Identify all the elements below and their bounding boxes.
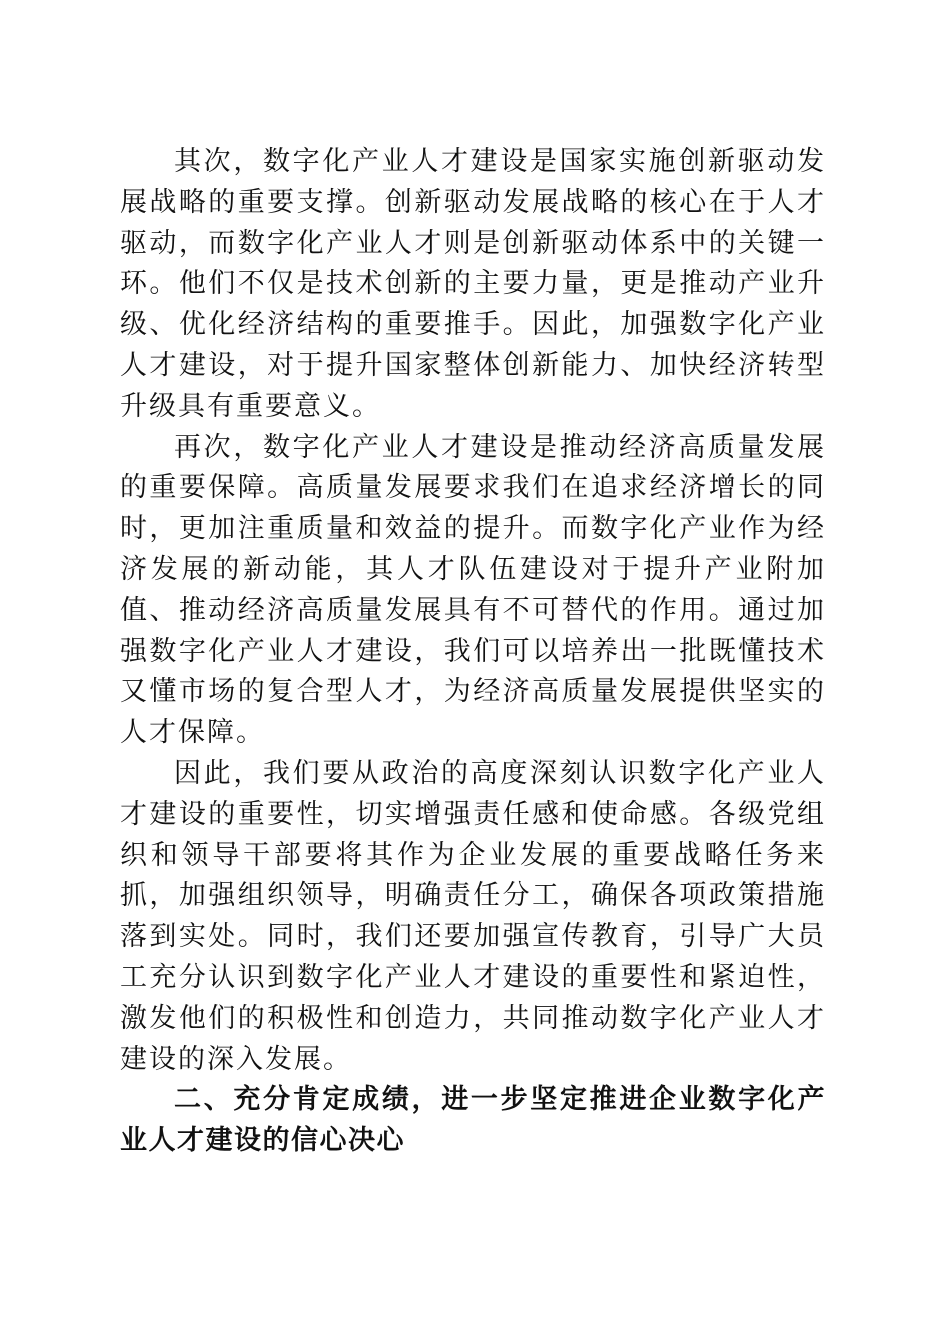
document-page — [120, 142, 826, 1162]
paragraph-innovation-support: 其次，数字化产业人才建设是国家实施创新驱动发展战略的重要支撑。创新驱动发展战略的核心在于人才驱动，而数字化产业人才则是创新驱动体系中的关键一环。他们不仅是技术创新的主要力量，更是推动产业升级、优化经济结构的重要推手。因此，加强数字化产业人才建设，对于提升国家整体创新能力、加快经济转型升级具有重要意义。 — [120, 146, 826, 422]
paragraph-political-awareness: 因此，我们要从政治的高度深刻认识数字化产业人才建设的重要性，切实增强责任感和使命感。各级党组织和领导干部要将其作为企业发展的重要战略任务来抓，加强组织领导，明确责任分工，确保各项政策措施落到实处。同时，我们还要加强宣传教育，引导广大员工充分认识到数字化产业人才建设的重要性和紧迫性，激发他们的积极性和创造力，共同推动数字化产业人才建设的深入发展。 — [120, 757, 826, 1075]
paragraph-high-quality-development: 再次，数字化产业人才建设是推动经济高质量发展的重要保障。高质量发展要求我们在追求经济增长的同时，更加注重质量和效益的提升。而数字化产业作为经济发展的新动能，其人才队伍建设对于提升产业附加值、推动经济高质量发展具有不可替代的作用。通过加强数字化产业人才建设，我们可以培养出一批既懂技术又懂市场的复合型人才，为经济高质量发展提供坚实的人才保障。 — [120, 431, 826, 749]
section-heading: 二、充分肯定成绩，进一步坚定推进企业数字化产业人才建设的信心决心 — [120, 1084, 826, 1157]
